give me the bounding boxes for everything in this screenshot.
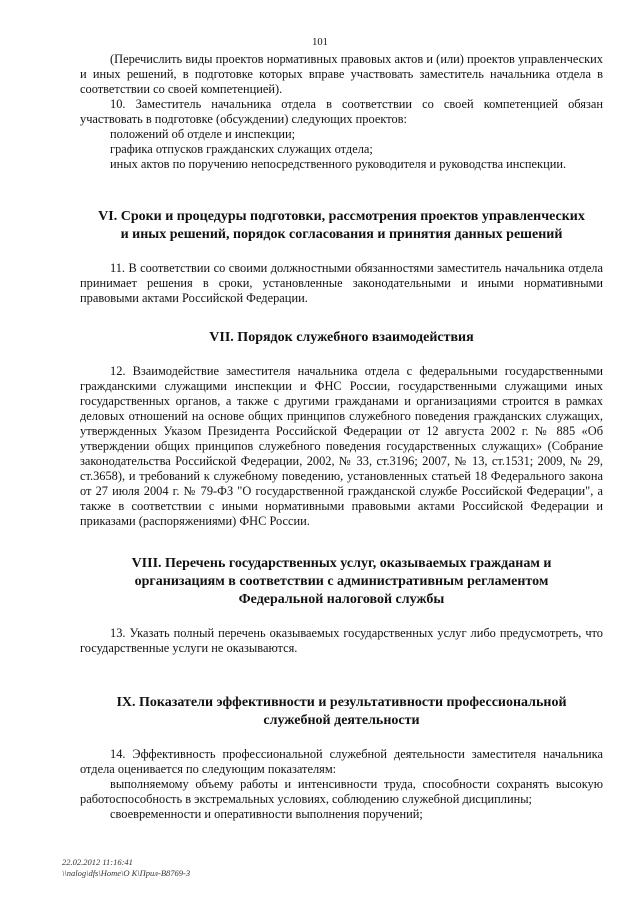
file-stamp	[62, 857, 190, 879]
paragraph-14: 14. Эффективность профессиональной служебной деятельности заместителя начальника отдела оценивается по следующим показателям:	[80, 747, 603, 776]
heading-line: IX. Показатели эффективности и результативности профессиональной	[116, 695, 567, 710]
heading-line: Федеральной налоговой службы	[238, 592, 445, 607]
paragraph-13: 13. Указать полный перечень оказываемых государственных услуг либо предусмотреть, что государственные услуги не оказываются.	[80, 626, 603, 655]
list-item: положений об отделе и инспекции;	[110, 127, 296, 141]
list-item: иных актов по поручению непосредственного руководителя и руководства инспекции.	[110, 157, 567, 171]
page-number: 101	[312, 37, 328, 48]
heading-line: VI. Сроки и процедуры подготовки, рассмотрения проектов управленческих	[98, 209, 585, 224]
list-item: выполняемому объему работы и интенсивности труда, способности сохранять высокую работоспособность в экстремальных условиях, соблюдению служебной дисциплины;	[80, 777, 603, 806]
heading-line: организациям в соответствии с административным регламентом	[134, 574, 549, 589]
heading-line: VIII. Перечень государственных услуг, оказываемых гражданам и	[131, 556, 552, 571]
heading-line: служебной деятельности	[263, 713, 420, 728]
paragraph-10: 10. Заместитель начальника отдела в соответствии со своей компетенцией обязан участвовать в подготовке (обсуждении) следующих проектов:	[80, 97, 603, 126]
list-item: своевременности и оперативности выполнения поручений;	[110, 807, 423, 821]
section-9-heading	[80, 694, 603, 730]
paragraph-11: 11. В соответствии со своими должностными обязанностями заместитель начальника отдела принимает решения в сроки, установленные законодательными и иными нормативными правовыми актами Российской Федерации.	[80, 261, 603, 305]
paragraph-instruction: (Перечислить виды проектов нормативных правовых актов и (или) проектов управленческих и иных решений, в подготовке которых вправе участвовать заместитель начальника отдела в соответствии со своей компетенцией).	[80, 52, 603, 96]
section-7-heading: VII. Порядок служебного взаимодействия	[209, 330, 474, 345]
list-item: графика отпусков гражданских служащих отдела;	[110, 142, 373, 156]
document-body	[80, 52, 603, 822]
paragraph-12: 12. Взаимодействие заместителя начальника отдела с федеральными государственными гражданскими служащими инспекции и ФНС России, государственными служащими иных государственных органов, а также с другими гражданами и организациями строится в рамках деловых отношений на основе общих принципов служебного поведения гражданских служащих, утвержденных Указом Президента Российской Федерации от 12 августа 2002 г. № 885 «Об утверждении общих принципов служебного поведения государственных служащих» (Собрание законодательства Российской Федерации, 2002, № 33, ст.3196; 2007, № 13, ст.1531; 2009, № 29, ст.3658), и требований к служебному поведению, установленных статьей 18 Федерального закона от 27 июля 2004 г. № 79-ФЗ "О государственной гражданской службе Российской Федерации", а также в соответствии с иными нормативными правовыми актами Российской Федерации и приказами (распоряжениями) ФНС России.	[80, 364, 603, 528]
section-8-heading	[80, 555, 603, 609]
file-timestamp: 22.02.2012 11:16:41	[62, 857, 133, 867]
file-path: \\nalog\dfs\Home\O К\Прил-В8769-3	[62, 868, 191, 878]
section-6-heading	[80, 208, 603, 244]
heading-line: и иных решений, порядок согласования и принятия данных решений	[120, 227, 563, 242]
